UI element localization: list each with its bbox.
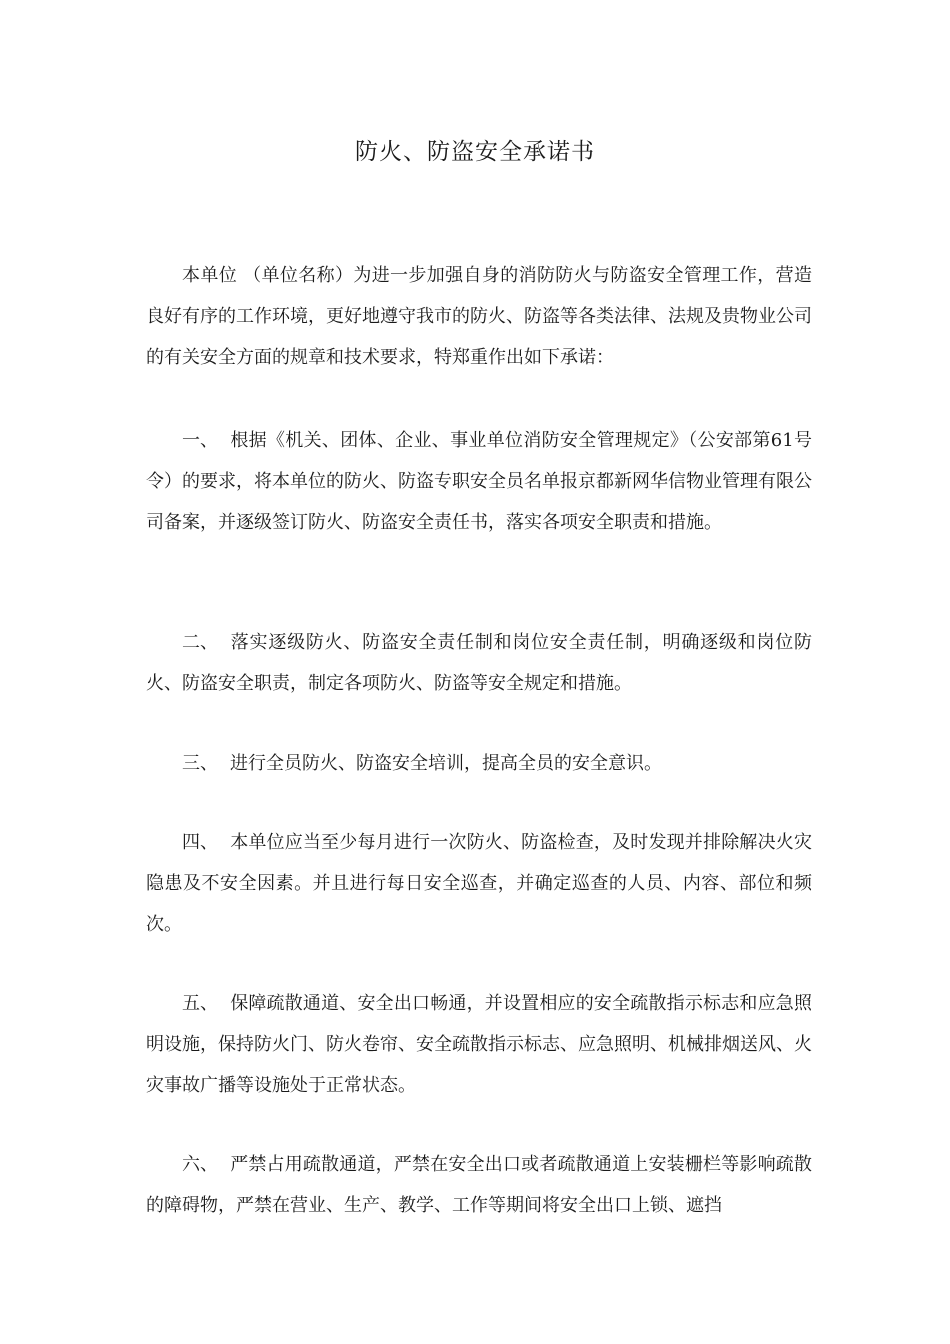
clause-2-number: 二、 [182, 632, 218, 653]
intro-paragraph: 本单位 （单位名称）为进一步加强自身的消防防火与防盗安全管理工作，营造良好有序的工作环境，更好地遵守我市的防火、防盗等各类法律、法规及贵物业公司的有关安全方面的规章和技术要求，特郑重作出如下承诺： [146, 265, 812, 368]
clause-3-number: 三、 [182, 753, 218, 774]
clause-5-text: 保障疏散通道、安全出口畅通，并设置相应的安全疏散指示标志和应急照明设施，保持防火门、防火卷帘、安全疏散指示标志、应急照明、机械排烟送风、火灾事故广播等设施处于正常状态。 [146, 993, 812, 1096]
clause-2 [146, 622, 812, 704]
clause-1-text: 根据《机关、团体、企业、事业单位消防安全管理规定》（公安部第61号令）的要求，将本单位的防火、防盗专职安全员名单报京都新网华信物业管理有限公司备案，并逐级签订防火、防盗安全责任书，落实各项安全职责和措施。 [146, 430, 812, 533]
document-title: 防火、防盗安全承诺书 [355, 139, 595, 165]
clause-3 [146, 743, 812, 784]
clause-4-number: 四、 [182, 832, 218, 853]
clause-1 [146, 420, 812, 543]
clause-6 [146, 1144, 812, 1226]
clause-1-number: 一、 [182, 430, 218, 451]
clause-4-text: 本单位应当至少每月进行一次防火、防盗检查，及时发现并排除解决火灾隐患及不安全因素。并且进行每日安全巡查，并确定巡查的人员、内容、部位和频次。 [146, 832, 812, 935]
clause-6-number: 六、 [182, 1154, 218, 1175]
clause-5-number: 五、 [182, 993, 218, 1014]
clause-5 [146, 983, 812, 1106]
clause-4 [146, 822, 812, 945]
clause-3-text: 进行全员防火、防盗安全培训，提高全员的安全意识。 [230, 753, 662, 774]
clause-2-text: 落实逐级防火、防盗安全责任制和岗位安全责任制，明确逐级和岗位防火、防盗安全职责，制定各项防火、防盗等安全规定和措施。 [146, 632, 812, 694]
clause-6-text: 严禁占用疏散通道，严禁在安全出口或者疏散通道上安装栅栏等影响疏散的障碍物，严禁在营业、生产、教学、工作等期间将安全出口上锁、遮挡 [146, 1154, 812, 1216]
